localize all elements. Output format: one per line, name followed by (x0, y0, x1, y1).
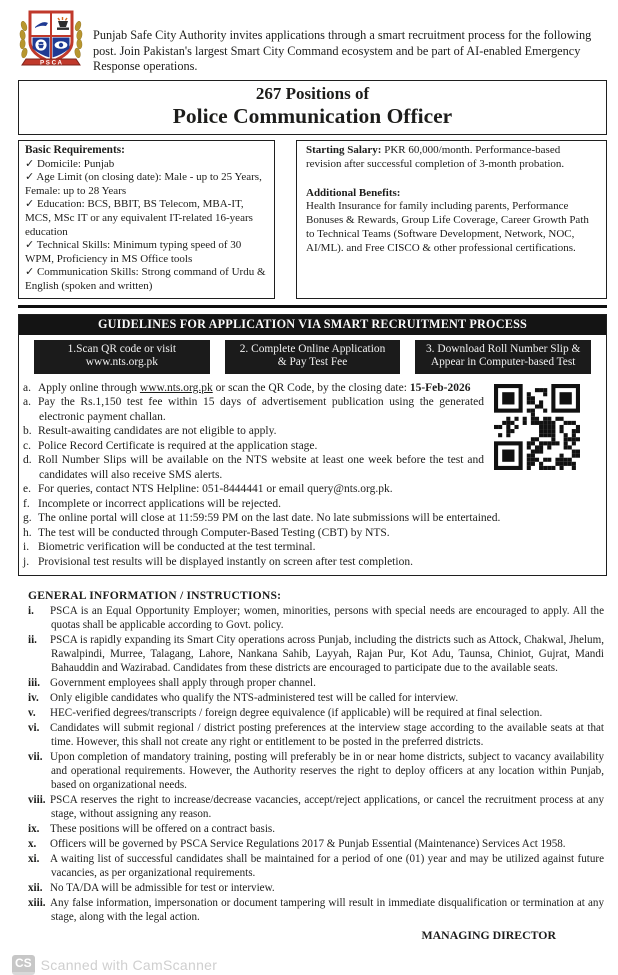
item-marker: iii. (28, 676, 41, 689)
application-step (415, 340, 591, 374)
step-line1: 3. Download Roll Number Slip & (425, 342, 581, 355)
item-marker: vii. (28, 751, 43, 764)
instruction-item (28, 692, 604, 706)
requirement-item: ✓ Education: BCS, BBIT, BS Telecom, MBA-IT, MCS, MSc IT or any equivalent IT-related 16-years education (25, 198, 253, 238)
instruction-item (28, 677, 604, 691)
item-text: PSCA reserves the right to increase/decrease vacancies, accept/reject applications, or cancel the recruitment process at any stage, without assigning any reason. (50, 793, 604, 820)
item-text: PSCA is an Equal Opportunity Employer; women, minorities, persons with special needs are encouraged to apply. All the quotas shall be applicable according to Govt. policy. (50, 605, 604, 631)
item-marker: e. (23, 483, 31, 496)
salary-value: PKR 60,000/month. Performance-based revision after successful completion of 3-month probation. (306, 144, 565, 170)
item-marker: h. (23, 526, 32, 539)
step-line2: Appear in Computer-based Test (430, 356, 576, 369)
step-line2: & Pay Test Fee (277, 356, 348, 369)
item-marker: viii. (28, 793, 46, 806)
requirement-item: ✓ Age Limit (on closing date): Male - up to 25 Years, Female: up to 28 Years (25, 171, 262, 197)
item-text: or scan the QR Code, by the closing date: (212, 381, 410, 394)
item-text: Roll Number Slips will be available on the NTS website at least one week before the test and candidates will also receive SMS alerts. (38, 454, 484, 481)
item-text: Biometric verification will be conducted at the test terminal. (38, 541, 316, 554)
item-marker: a. (23, 381, 31, 394)
item-marker: g. (23, 512, 32, 525)
salary-label: Starting Salary: (306, 144, 382, 156)
benefits-heading: Additional Benefits: (306, 186, 401, 199)
item-text: Upon completion of mandatory training, posting will preferably be in or near home districts, subject to vacancy availability and operational requirements. However, the Authority reserves the right to deploy officers at any location within Punjab, based on organizational needs. (50, 751, 604, 791)
instruction-item (28, 634, 604, 675)
item-marker: ix. (28, 822, 40, 835)
page-title: Police Communication Officer (172, 104, 453, 128)
guideline-item (23, 555, 599, 570)
item-text: HEC-verified degrees/transcripts / foreign degree equivalence (if applicable) will be required at final selection. (50, 707, 543, 720)
item-text: Incomplete or incorrect applications will be rejected. (38, 497, 281, 510)
item-text: PSCA is rapidly expanding its Smart City operations across Punjab, including the districts such as Attock, Chakwal, Jhelum, Rawalpindi, Murree, Talagang, Lahore, Nankana Sahib, Layyah, Rajan Pur, Kot Adu, Taunsa, Chiniot, Gujrat, Mandi Bahauddin and Wazirabad. Candidates from these districts are encouraged to participate due to the available seats. (50, 634, 604, 674)
requirements-salary-row (18, 140, 607, 299)
item-text: Government employees shall apply through proper channel. (50, 676, 316, 689)
positions-count: 267 Positions of (255, 84, 370, 103)
guideline-item (23, 511, 599, 526)
item-text: Result-awaiting candidates are not eligible to apply. (38, 425, 277, 438)
item-marker: x. (28, 837, 37, 850)
guideline-item (23, 482, 599, 497)
instruction-item (28, 751, 604, 792)
nts-url-link: www.nts.org.pk (139, 381, 213, 394)
item-text: For queries, contact NTS Helpline: 051-8444441 or email query@nts.org.pk. (38, 483, 393, 496)
guideline-item (23, 497, 599, 512)
item-text: Only eligible candidates who qualify the NTS-administered test will be called for interview. (50, 691, 459, 704)
closing-date: 15-Feb-2026 (409, 381, 471, 394)
requirement-item: ✓ Domicile: Punjab (25, 157, 115, 170)
qr-code-icon (494, 384, 580, 470)
item-marker: f. (23, 497, 30, 510)
section-divider (18, 305, 607, 308)
application-steps (19, 335, 606, 377)
benefits-text: Health Insurance for family including parents, Performance Bonuses & Rewards, Group Life Coverage, Career Growth Path to Technical Teams (Software Development, Network, NOC, AI/ML). and Free CISCO & other professional certifications. (306, 200, 589, 254)
item-text: Police Record Certificate is required at the application stage. (38, 439, 318, 452)
instruction-item (28, 722, 604, 749)
header (18, 8, 607, 77)
instruction-item (28, 897, 604, 924)
item-marker: vi. (28, 722, 40, 735)
instruction-item (28, 823, 604, 837)
guidelines-section (18, 314, 607, 577)
item-marker: xiii. (28, 897, 46, 910)
step-line1: 2. Complete Online Application (239, 342, 386, 355)
basic-requirements-heading: Basic Requirements: (25, 144, 125, 156)
item-marker: i. (28, 605, 34, 618)
item-text: Apply online through (38, 381, 140, 394)
instruction-item (28, 794, 604, 821)
item-text: No TA/DA will be admissible for test or interview. (50, 882, 275, 895)
item-marker: c. (23, 439, 31, 452)
salary-benefits-box (296, 140, 607, 299)
guideline-item (23, 540, 599, 555)
step-line1: 1.Scan QR code or visit (67, 342, 177, 355)
instruction-item (28, 605, 604, 632)
instruction-item (28, 853, 604, 880)
item-text: Any false information, impersonation or document tampering will result in immediate disqualification or termination at any stage, along with the legal action. (50, 897, 604, 923)
item-marker: i. (23, 541, 30, 554)
camscanner-icon: CS (12, 955, 35, 975)
title-box (18, 80, 607, 135)
item-marker: xii. (28, 882, 43, 895)
item-text: Officers will be governed by PSCA Service Regulations 2017 & Punjab Essential (Maintenance) Services Act 1958. (50, 837, 566, 850)
general-information-list (28, 605, 604, 924)
general-information-section (18, 589, 607, 942)
item-marker: d. (23, 454, 32, 467)
item-text: These positions will be offered on a contract basis. (50, 822, 276, 835)
requirement-item: ✓ Technical Skills: Minimum typing speed of 30 WPM, Proficiency in MS Office tools (25, 239, 242, 265)
item-marker: b. (23, 425, 32, 438)
step-line2: www.nts.org.pk (85, 356, 158, 369)
item-text: The test will be conducted through Computer-Based Testing (CBT) by NTS. (38, 526, 390, 539)
instruction-item (28, 882, 604, 896)
instruction-item (28, 838, 604, 852)
instruction-item (28, 707, 604, 721)
item-marker: v. (28, 707, 36, 720)
item-marker: xi. (28, 853, 40, 866)
item-marker: j. (23, 555, 30, 568)
guideline-item (23, 526, 599, 541)
item-marker: ii. (28, 634, 37, 647)
managing-director-signature: MANAGING DIRECTOR (421, 927, 556, 942)
intro-paragraph: Punjab Safe City Authority invites applications through a smart recruitment process for the following post. Join Pakistan's largest Smart City Command ecosystem and be part of AI-enabled Emergency Response operations. (93, 28, 592, 74)
item-text: The online portal will close at 11:59:59 PM on the last date. No late submissions will be entertained. (38, 512, 501, 525)
application-step (34, 340, 210, 374)
basic-requirements-list (25, 158, 268, 294)
item-text: Provisional test results will be displayed instantly on screen after test completion. (38, 555, 413, 568)
guidelines-list (19, 377, 606, 576)
requirement-item: ✓ Communication Skills: Strong command of Urdu & English (spoken and written) (25, 266, 266, 292)
item-text: Pay the Rs.1,150 test fee within 15 days of advertisement publication using the generated electronic payment challan. (38, 396, 484, 423)
psca-logo-icon (18, 8, 84, 77)
general-information-heading: GENERAL INFORMATION / INSTRUCTIONS: (28, 589, 282, 603)
guidelines-heading: GUIDELINES FOR APPLICATION VIA SMART RECRUITMENT PROCESS (19, 315, 606, 335)
item-text: Candidates will submit regional / district posting preferences at the interview stage according to the available seats at that time. However, this shall not create any right or entitlement to be posted in the preferred districts. (50, 722, 604, 749)
camscanner-watermark (12, 955, 607, 975)
starting-salary-text (306, 144, 597, 172)
item-marker: iv. (28, 691, 39, 704)
basic-requirements-box (18, 140, 275, 299)
item-text: A waiting list of successful candidates shall be maintained for a period of one (01) year and may be utilized against future vacancies, as per organizational requirements. (50, 853, 604, 879)
item-marker: a. (23, 396, 31, 409)
application-step (225, 340, 401, 374)
camscanner-text: Scanned with CamScanner (40, 956, 218, 973)
logo-banner-text: P S C A (39, 59, 63, 67)
